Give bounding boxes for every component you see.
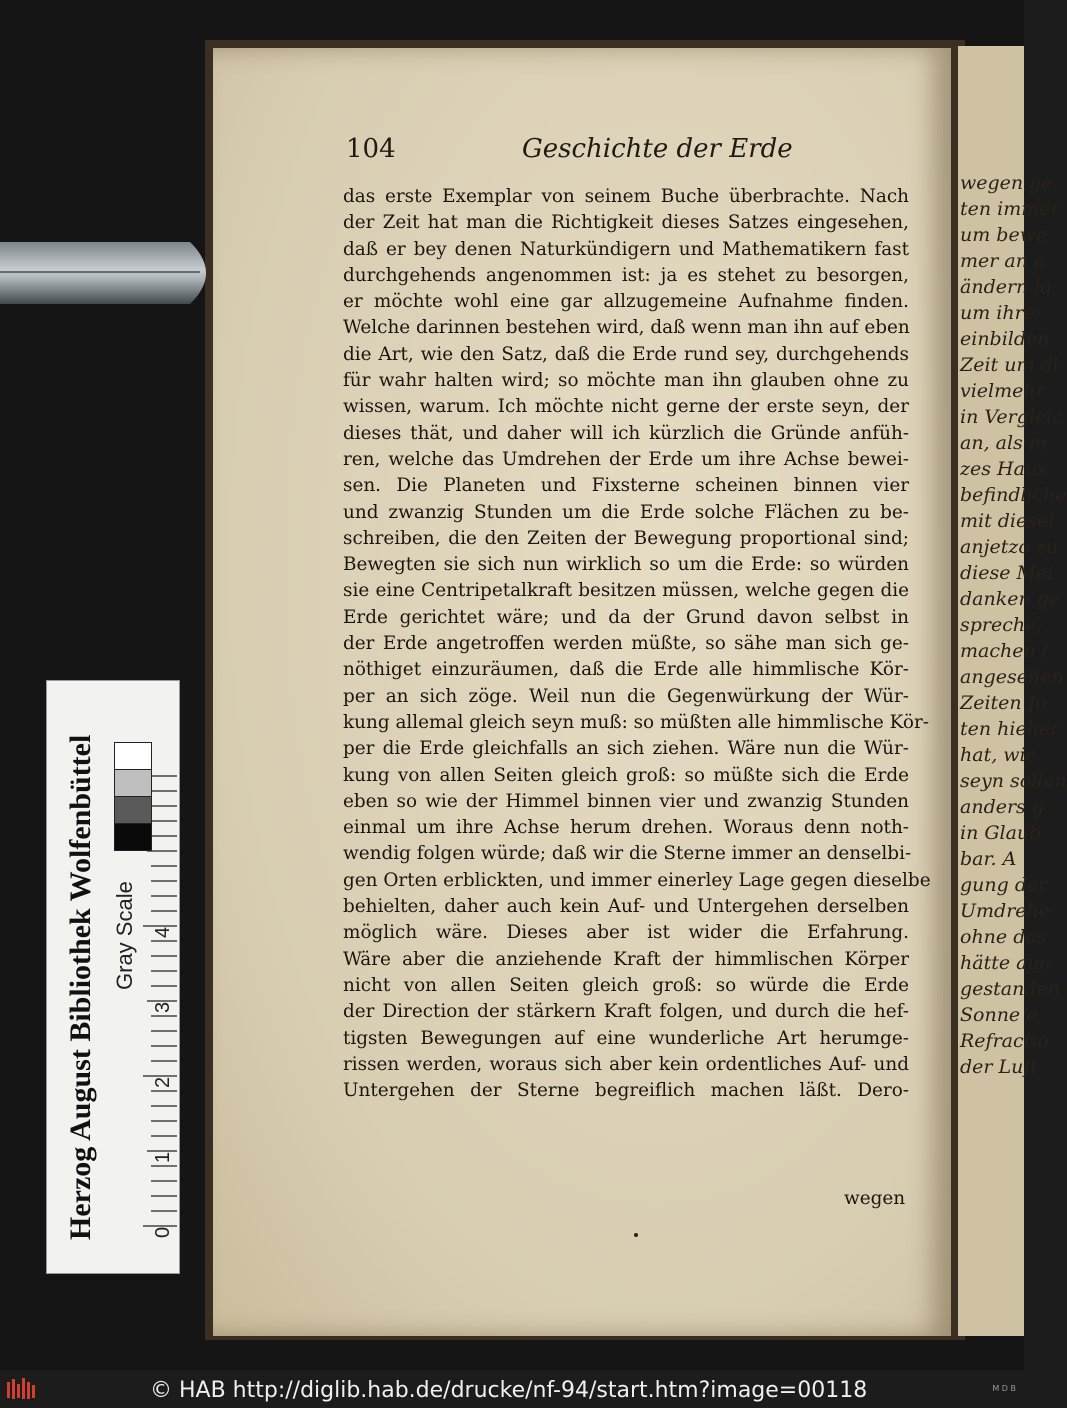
neighbor-text-line: Zeit um di [960, 354, 1059, 376]
gray-swatch-black [114, 823, 152, 851]
footer-bar [0, 1370, 1024, 1408]
neighbor-text-line: ten immer [960, 198, 1060, 220]
gray-swatch-light [114, 769, 152, 797]
ruler-tick-0: 0 [152, 1226, 174, 1238]
gray-swatch-white [114, 742, 152, 770]
running-title: Geschichte der Erde [522, 134, 793, 164]
neighbor-text-line: der Luft [960, 1056, 1039, 1078]
text-line: der Erde angetroffen werden müßte, so sähe man sich ge- [343, 633, 909, 655]
neighbor-text-line: hätte auc [960, 952, 1051, 974]
neighbor-text-line: befindliche [960, 484, 1067, 506]
body-text [343, 184, 931, 1104]
neighbor-text-line: wegen ge [960, 172, 1053, 194]
text-line: wendig folgen würde; daß wir die Sterne immer an denselbi- [343, 843, 912, 865]
neighbor-text-line: an, als m [960, 432, 1047, 454]
neighbor-text-line: Refractio [960, 1030, 1049, 1052]
text-line: Untergehen der Sterne begreiflich machen läßt. Dero- [343, 1080, 909, 1102]
text-line: nicht von allen Seiten gleich groß: so würde die Erde [343, 974, 909, 996]
neighbor-text-line: gung der [960, 874, 1048, 896]
neighbor-text-line: in Vergleic [960, 406, 1063, 428]
neighbor-text-line: einbilden [960, 328, 1050, 350]
gray-scale-label: Gray Scale [112, 881, 137, 990]
neighbor-text-line: angesehen [960, 666, 1064, 688]
text-line: ren, welche das Umdrehen der Erde um ihre Achse bewei- [343, 448, 909, 470]
text-line: der Zeit hat man die Richtigkeit dieses Satzes eingesehen, [343, 212, 909, 234]
page-number: 104 [346, 134, 396, 164]
text-line: per die Erde gleichfalls an sich ziehen. Wäre nun die Wür- [343, 738, 909, 760]
neighbor-text-line: anjetzo zu [960, 536, 1059, 558]
text-line: kung von allen Seiten gleich groß: so müßte sich die Erde [343, 764, 909, 786]
neighbor-text-line: mer an e [960, 250, 1046, 272]
text-line: sie eine Centripetalkraft besitzen müssen, welche gegen die [343, 580, 909, 602]
text-line: rissen werden, woraus sich aber kein ordentliches Auf- und [343, 1053, 909, 1075]
text-line: eben so wie der Himmel binnen vier und zwanzig Stunden [343, 790, 909, 812]
neighbor-text-line: hat, wie [960, 744, 1037, 766]
neighbor-text-line: danken ge [960, 588, 1061, 610]
neighbor-text-line: mit diesel [960, 510, 1055, 532]
neighbor-text-line: gestanden [960, 978, 1061, 1000]
text-line: behielten, daher auch kein Auf- und Untergehen derselben [343, 896, 909, 918]
corner-mark: M D B [992, 1384, 1016, 1393]
gray-swatch-dark [114, 796, 152, 824]
text-line: kung allemal gleich seyn muß: so müßten alle himmlische Kör- [343, 711, 929, 733]
text-line: einmal um ihre Achse herum drehen. Woraus denn noth- [343, 817, 909, 839]
ruler-tick-1: 1 [152, 1151, 174, 1163]
text-line: Bewegten sie sich nun wirklich so um die Erde: so würden [343, 554, 909, 576]
copyright-url[interactable]: © HAB http://diglib.hab.de/drucke/nf-94/start.htm?image=00118 [150, 1378, 868, 1403]
text-line: er möchte wohl eine gar allzugemeine Aufnahme finden. [343, 291, 909, 313]
text-line: nöthiget einzuräumen, daß die Erde alle himmlische Kör- [343, 659, 909, 681]
text-line: schreiben, die den Zeiten der Bewegung proportional sind; [343, 527, 909, 549]
text-line: sen. Die Planeten und Fixsterne scheinen binnen vier [343, 475, 909, 497]
neighbor-text-line: ohne das [960, 926, 1047, 948]
ruler-tick-4: 4 [152, 926, 174, 938]
text-line: das erste Exemplar von seinem Buche überbrachte. Nach [343, 186, 909, 207]
text-line: Wäre aber die anziehende Kraft der himmlischen Körper [343, 948, 909, 970]
neighbor-text-line: bar. A [960, 848, 1017, 870]
neighbor-text-line: vielmehr [960, 380, 1045, 402]
page-clamp [0, 236, 222, 310]
neighbor-page-text [958, 170, 1067, 1080]
text-line: für wahr halten wird; so möchte man ihn glauben ohne zu [343, 370, 909, 392]
page-header [346, 134, 906, 170]
hab-logo-icon [6, 1376, 36, 1402]
text-line: die Art, wie den Satz, daß die Erde rund sey, durchgehends [343, 343, 909, 365]
text-line: per an sich zöge. Weil nun die Gegenwürkung der Wür- [343, 685, 909, 707]
text-line: der Direction der stärkern Kraft folgen, und durch die hef- [343, 1001, 909, 1023]
neighbor-text-line: Umdrehe [960, 900, 1050, 922]
neighbor-text-line: Zeiten Jo [960, 692, 1047, 714]
neighbor-text-line: zes Haus [960, 458, 1047, 480]
ruler-tick-3: 3 [152, 1001, 174, 1013]
text-line: durchgehends angenommen ist: ja es stehet zu besorgen, [343, 264, 909, 286]
text-line: daß er bey denen Naturkündigern und Mathematikern fast [343, 238, 909, 260]
neighbor-text-line: ten hieher [960, 718, 1060, 740]
neighbor-page [958, 46, 1067, 1336]
neighbor-text-line: diese Mei [960, 562, 1054, 584]
text-line: gen Orten erblickten, und immer einerley Lage gegen dieselbe [343, 869, 931, 891]
ink-dot [634, 1233, 638, 1237]
text-line: möglich wäre. Dieses aber ist wider die Erfahrung. [343, 922, 909, 944]
neighbor-text-line: um bewe [960, 224, 1048, 246]
ruler-tick-2: 2 [152, 1076, 174, 1088]
text-line: dieses thät, und daher will ich kürzlich die Gründe anfüh- [343, 422, 909, 444]
text-line: Welche darinnen bestehen wird, daß wenn man ihn auf eben [343, 317, 910, 339]
text-line: Erde gerichtet wäre; und da der Grund davon selbst in [343, 606, 909, 628]
neighbor-text-line: spreche; [960, 614, 1043, 636]
neighbor-text-line: um ihre [960, 302, 1035, 324]
neighbor-text-line: in Glaub [960, 822, 1042, 844]
neighbor-text-line: ändern la [960, 276, 1052, 298]
ruler-institution-label: Herzog August Bibliothek Wolfenbüttel [64, 734, 97, 1240]
text-line: und zwanzig Stunden um die Erde solche Flächen zu be- [343, 501, 909, 523]
neighbor-text-line: seyn sollen [960, 770, 1067, 792]
neighbor-text-line: machen l [960, 640, 1048, 662]
neighbor-text-line: Sonne e [960, 1004, 1038, 1026]
text-line: tigsten Bewegungen auf eine wunderliche Art herumge- [343, 1027, 909, 1049]
text-line: wissen, warum. Ich möchte nicht gerne der erste seyn, der [343, 396, 909, 418]
neighbor-text-line: anders g [960, 796, 1045, 818]
catchword: wegen [844, 1188, 906, 1209]
